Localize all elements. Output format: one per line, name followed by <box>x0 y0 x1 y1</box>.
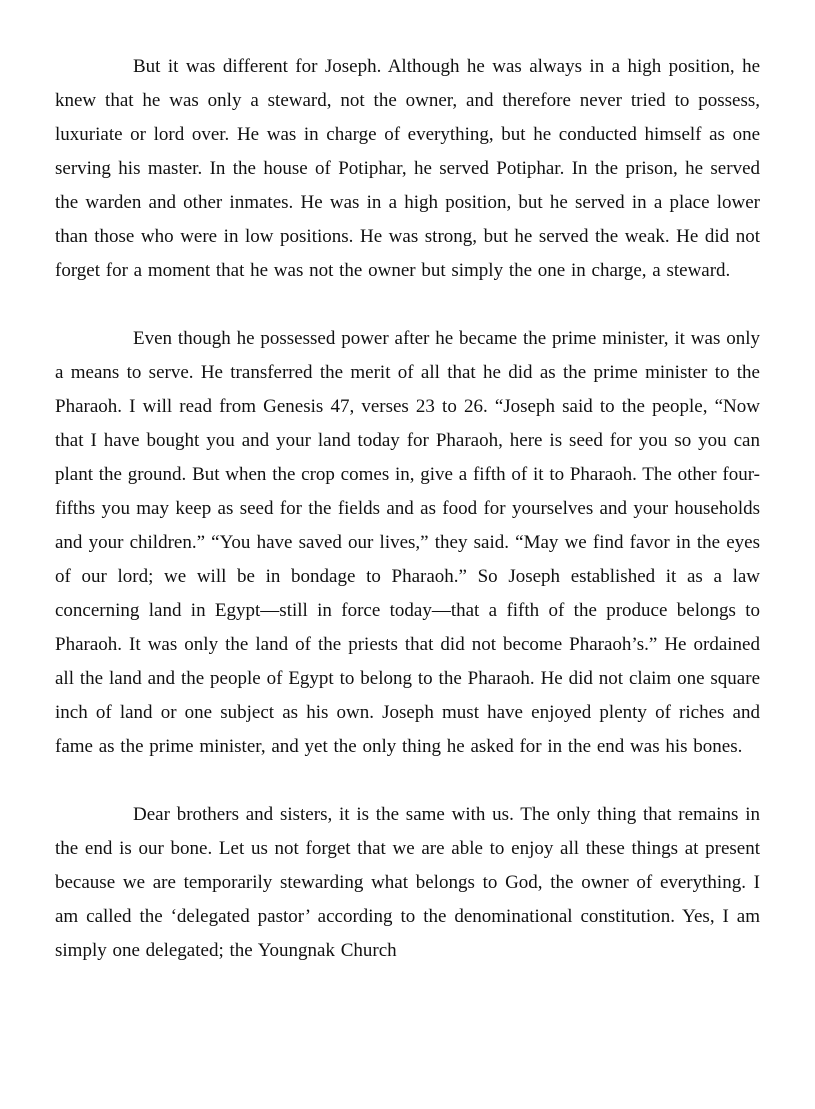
paragraph-prime-minister: Even though he possessed power after he became the prime minister, it was only a means to serve. He transferred the merit of all that he did as the prime minister to the Pharaoh. I will read from Genesis 47, verses 23 to 26. “Joseph said to the people, “Now that I have bought you and your land today for Pharaoh, here is seed for you so you can plant the ground. But when the crop comes in, give a fifth of it to Pharaoh. The other four-fifths you may keep as seed for the fields and as food for yourselves and your households and your children.” “You have saved our lives,” they said. “May we find favor in the eyes of our lord; we will be in bondage to Pharaoh.” So Joseph established it as a law concerning land in Egypt—still in force today—that a fifth of the produce belongs to Pharaoh. It was only the land of the priests that did not become Pharaoh’s.” He ordained all the land and the people of Egypt to belong to the Pharaoh. He did not claim one square inch of land or one subject as his own. Joseph must have enjoyed plenty of riches and fame as the prime minister, and yet the only thing he asked for in the end was his bones. <box>55 328 760 757</box>
paragraph-joseph-steward: But it was different for Joseph. Although he was always in a high position, he knew that he was only a steward, not the owner, and therefore never tried to possess, luxuriate or lord over. He was in charge of everything, but he conducted himself as one serving his master. In the house of Potiphar, he served Potiphar. In the prison, he served the warden and other inmates. He was in a high position, but he served in a place lower than those who were in low positions. He was strong, but he served the weak. He did not forget for a moment that he was not the owner but simply the one in charge, a steward. <box>55 56 760 281</box>
document-page <box>55 50 760 1002</box>
paragraph-brothers-sisters: Dear brothers and sisters, it is the same with us. The only thing that remains in the end is our bone. Let us not forget that we are able to enjoy all these things at present because we are temporarily stewarding what belongs to God, the owner of everything. I am called the ‘delegated pastor’ according to the denominational constitution. Yes, I am simply one delegated; the Youngnak Church <box>55 804 760 961</box>
